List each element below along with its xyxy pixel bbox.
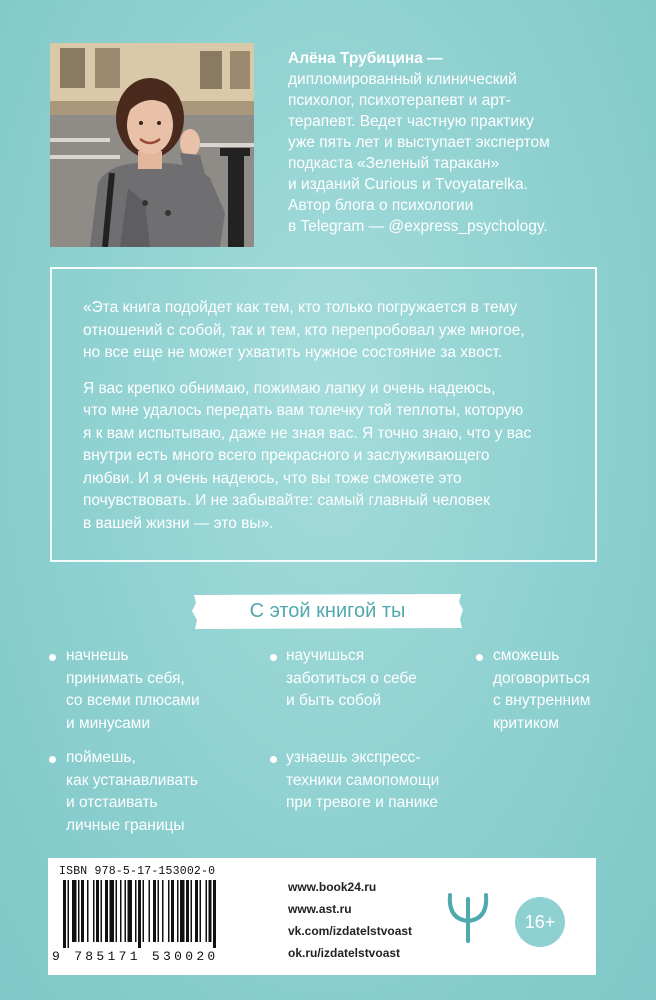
quote-line: «Эта книга подойдет как тем, кто только погружается в тему (83, 299, 518, 316)
benefit-line: узнаешь экспресс- (286, 749, 421, 766)
barcode-bar (128, 880, 133, 942)
barcode-bar (135, 880, 137, 942)
barcode-bar (78, 880, 80, 942)
link-book24[interactable]: www.book24.ru (288, 880, 377, 894)
quote-box (50, 267, 597, 562)
benefit-line: начнешь (66, 647, 129, 664)
benefit-item (286, 645, 417, 713)
barcode-bar (68, 880, 70, 948)
benefit-line: договориться (493, 669, 590, 687)
bio-line: психолог, психотерапевт и арт- (288, 92, 511, 109)
barcode-bar (171, 880, 174, 942)
quote-line: Я вас крепко обнимаю, пожимаю лапку и очень надеюсь, (83, 379, 496, 397)
quote-line: внутри есть много всего прекрасного и заслуживающего (83, 447, 490, 464)
benefit-line: заботиться о себе (286, 669, 417, 687)
banner-label: С этой книгой ты (249, 600, 406, 622)
benefit-line: и минусами (66, 714, 151, 732)
section-banner (191, 592, 464, 630)
author-photo (50, 43, 254, 247)
barcode-bar (168, 880, 170, 942)
benefit-line: со всеми плюсами (66, 692, 200, 709)
benefit-line: техники самопомощи (286, 771, 440, 789)
barcode-bar (153, 880, 156, 942)
quote-line: в вашей жизни — это вы». (83, 514, 274, 532)
isbn-label: ISBN 978-5-17-153002-0 (59, 865, 216, 878)
author-name: Алёна Трубицина — (288, 50, 443, 67)
link-ast[interactable]: www.ast.ru (288, 902, 352, 916)
bullet-dot (270, 654, 277, 661)
barcode-bar (206, 880, 208, 942)
age-rating-badge: 16+ (515, 897, 565, 947)
author-bio (288, 48, 628, 237)
barcode-number: 9 785171 530020 (52, 949, 219, 964)
barcode-bar (72, 880, 77, 942)
bio-line: и изданий Curious и Tvoyatarelka. (288, 176, 528, 193)
barcode-bar (213, 880, 216, 948)
barcode-bar (81, 880, 84, 942)
link-vk[interactable]: vk.com/izdatelstvoast (288, 924, 413, 938)
barcode-bar (186, 880, 189, 942)
barcode-bar (200, 880, 202, 942)
barcode-bar (180, 880, 185, 942)
benefit-line: при тревоге и панике (286, 794, 439, 811)
bullet-dot (49, 756, 56, 763)
benefit-line: принимать себя, (66, 669, 185, 687)
barcode-bar (96, 880, 99, 942)
benefit-item (66, 747, 198, 837)
quote-line: я к вам испытываю, даже не зная вас. Я точно знаю, что у вас (83, 424, 532, 442)
benefit-line: и отстаивать (66, 794, 158, 811)
barcode-bar (110, 880, 115, 942)
barcode-bar (191, 880, 193, 942)
barcode-bar (143, 880, 145, 942)
quote-line: почувствовать. И не забывайте: самый главный человек (83, 492, 490, 509)
bullet-dot (270, 756, 277, 763)
barcode-bar (116, 880, 118, 942)
barcode-bar (177, 880, 179, 942)
barcode (59, 880, 275, 948)
benefit-line: личные границы (66, 816, 185, 834)
bio-line: терапевт. Ведет частную практику (288, 113, 534, 130)
benefit-item (66, 645, 200, 735)
benefit-item (493, 645, 590, 735)
barcode-bar (101, 880, 103, 942)
bio-line: дипломированный клинический (288, 71, 517, 88)
benefit-line: критиком (493, 714, 560, 732)
quote-paragraph (83, 378, 583, 536)
bio-line: в Telegram — @express_psychology. (288, 218, 548, 235)
benefit-line: научишься (286, 647, 365, 664)
barcode-bar (63, 880, 66, 948)
publisher-links (288, 876, 412, 964)
benefit-item (286, 747, 439, 815)
barcode-bar (125, 880, 127, 942)
barcode-bar (93, 880, 95, 942)
bullet-dot (49, 654, 56, 661)
quote-paragraph (83, 297, 583, 365)
benefit-line: поймешь, (66, 749, 136, 766)
barcode-bar (138, 880, 141, 948)
benefit-line: как устанавливать (66, 771, 198, 789)
quote-line: отношений с собой, так и тем, кто перепробовал уже многое, (83, 321, 525, 339)
quote-line: но все еще не может ухватить нужное состояние за хвост. (83, 344, 503, 361)
barcode-bar (209, 880, 212, 942)
link-ok[interactable]: ok.ru/izdatelstvoast (288, 946, 401, 960)
psi-logo-icon (444, 891, 492, 943)
benefit-line: сможешь (493, 647, 560, 664)
barcode-bar (195, 880, 198, 942)
barcode-bar (149, 880, 151, 942)
footer-panel (48, 858, 596, 975)
bullet-dot (476, 654, 483, 661)
bio-line: подкаста «Зеленый таракан» (288, 155, 500, 172)
bio-line: Автор блога о психологии (288, 197, 474, 214)
quote-line: любви. И я очень надеюсь, что вы тоже сможете это (83, 469, 462, 487)
barcode-bar (120, 880, 122, 942)
quote-line: что мне удалось передать вам толечку той теплоты, которую (83, 402, 524, 419)
benefit-line: и быть собой (286, 692, 382, 709)
bio-line: уже пять лет и выступает экспертом (288, 134, 550, 151)
benefit-line: с внутренним (493, 692, 591, 709)
barcode-bar (105, 880, 108, 942)
barcode-bar (162, 880, 164, 942)
barcode-bar (87, 880, 89, 942)
barcode-bar (158, 880, 160, 942)
